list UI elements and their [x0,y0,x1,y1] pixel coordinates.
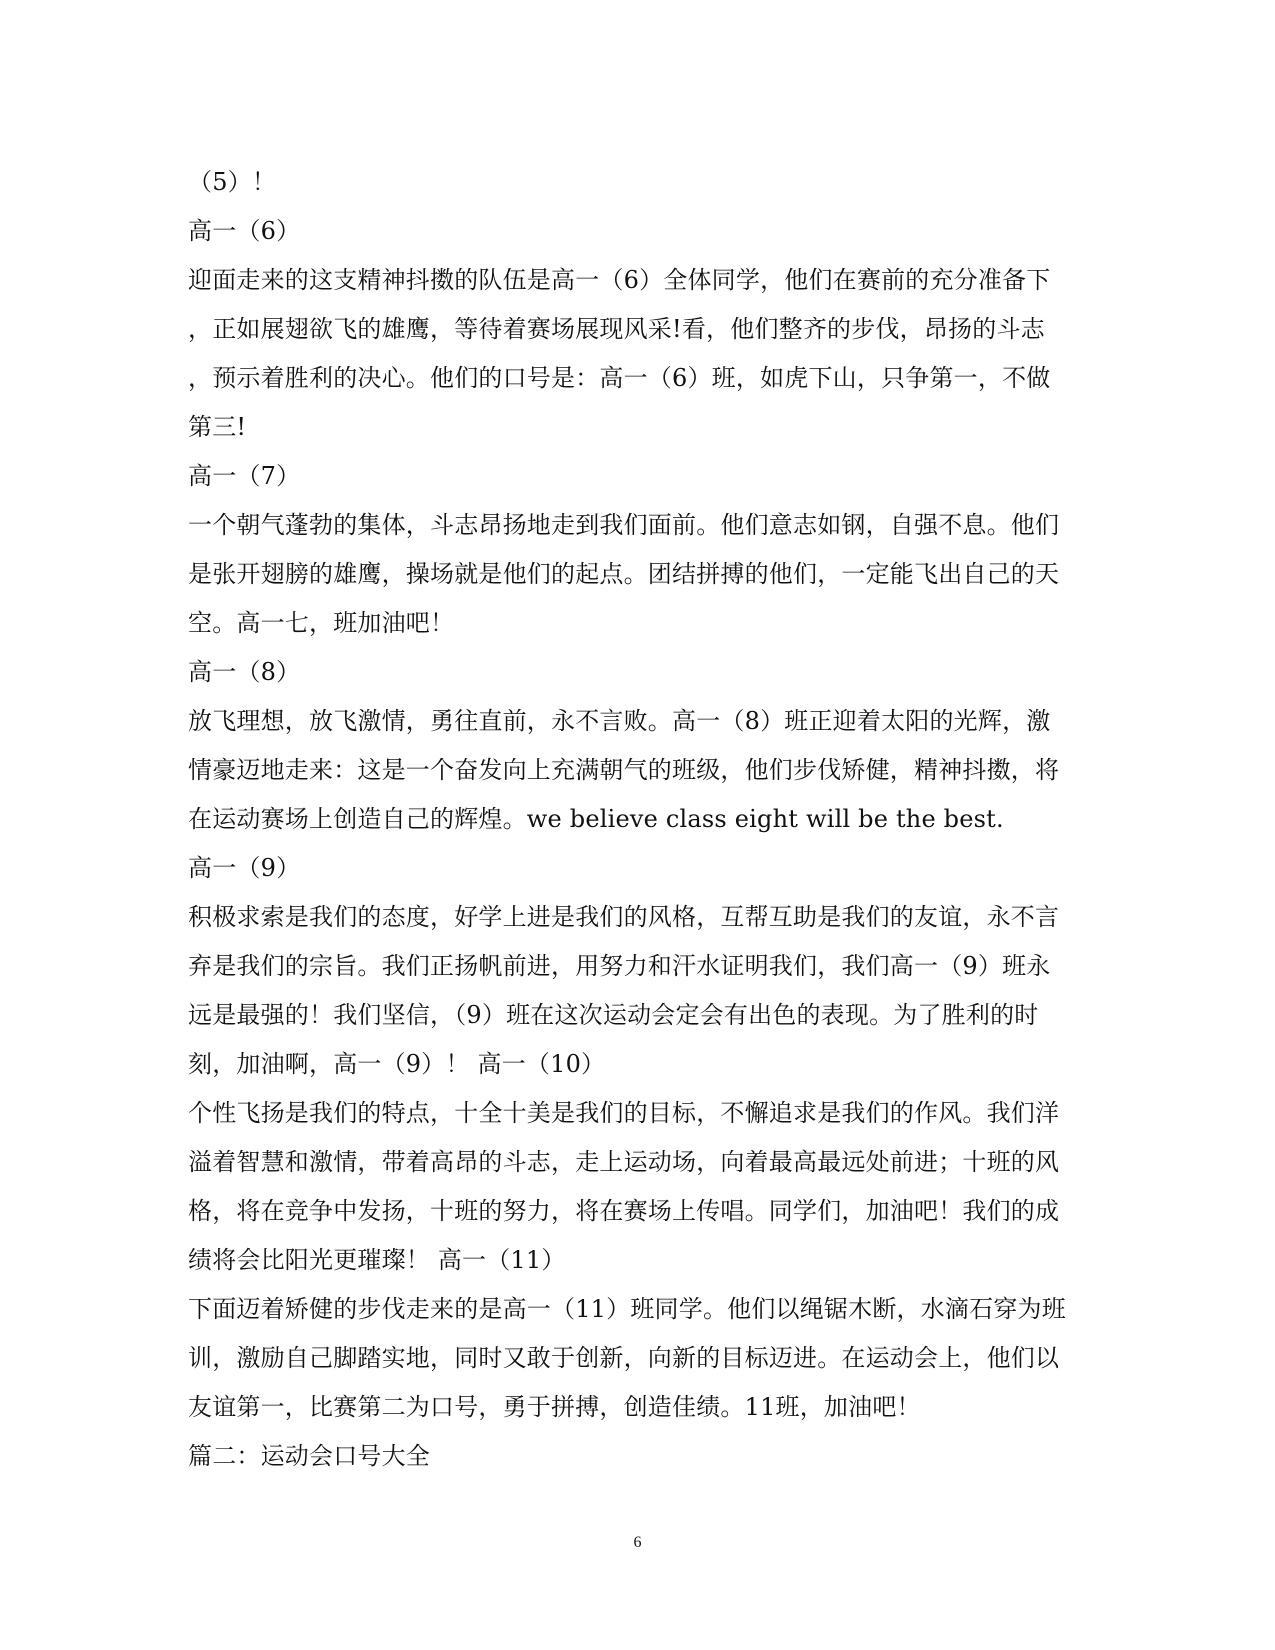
text-line: 情豪迈地走来：这是一个奋发向上充满朝气的班级，他们步伐矫健，精神抖擞，将 [188,756,1060,784]
text-line: 下面迈着矫健的步伐走来的是高一（11）班同学。他们以绳锯木断，水滴石穿为班 [188,1295,1066,1323]
text-line: 空。高一七，班加油吧！ [188,609,455,637]
section-heading: 高一（6） [188,217,301,245]
page-number: 6 [633,1534,642,1551]
text-line: 第三! [188,413,247,441]
text-line: 弃是我们的宗旨。我们正扬帆前进，用努力和汗水证明我们，我们高一（9）班永 [188,952,1051,980]
text-line: 训，激励自己脚踏实地，同时又敢于创新，向新的目标迈进。在运动会上，他们以 [188,1344,1060,1372]
text-line: 一个朝气蓬勃的集体，斗志昂扬地走到我们面前。他们意志如钢，自强不息。他们 [188,511,1060,539]
section-heading: 高一（9） [188,854,301,882]
text-line: 个性飞扬是我们的特点，十全十美是我们的目标，不懈追求是我们的作风。我们洋 [188,1099,1060,1127]
chapter-heading: 篇二：运动会口号大全 [188,1442,430,1470]
text-line: 远是最强的！我们坚信，（9）班在这次运动会定会有出色的表现。为了胜利的时 [188,1001,1039,1029]
text-line: 刻，加油啊，高一（9）！ 高一（10） [188,1050,606,1078]
text-line: 友谊第一，比赛第二为口号，勇于拼搏，创造佳绩。11班，加油吧！ [188,1393,921,1421]
section-heading: 高一（7） [188,462,301,490]
text-line: 迎面走来的这支精神抖擞的队伍是高一（6）全体同学，他们在赛前的充分准备下 [188,266,1051,294]
body-text [188,158,1088,1481]
text-line: 溢着智慧和激情，带着高昂的斗志，走上运动场，向着最高最远处前进；十班的风 [188,1148,1060,1176]
text-line: ，正如展翅欲飞的雄鹰，等待着赛场展现风采!看，他们整齐的步伐，昂扬的斗志 [188,315,1045,343]
text-line: 格，将在竞争中发扬，十班的努力，将在赛场上传唱。同学们，加油吧！我们的成 [188,1197,1060,1225]
text-line: 放飞理想，放飞激情，勇往直前，永不言败。高一（8）班正迎着太阳的光辉，激 [188,707,1051,735]
text-line: 是张开翅膀的雄鹰，操场就是他们的起点。团结拼搏的他们，一定能飞出自己的天 [188,560,1060,588]
text-line: 积极求索是我们的态度，好学上进是我们的风格，互帮互助是我们的友谊，永不言 [188,903,1060,931]
text-line: ，预示着胜利的决心。他们的口号是：高一（6）班，如虎下山，只争第一，不做 [188,364,1051,392]
section-heading: 高一（8） [188,658,301,686]
text-line: 绩将会比阳光更璀璨！ 高一（11） [188,1246,566,1274]
text-line: （5）！ [188,168,277,196]
text-line: 在运动赛场上创造自己的辉煌。we believe class eight will be the best. [188,805,1004,833]
